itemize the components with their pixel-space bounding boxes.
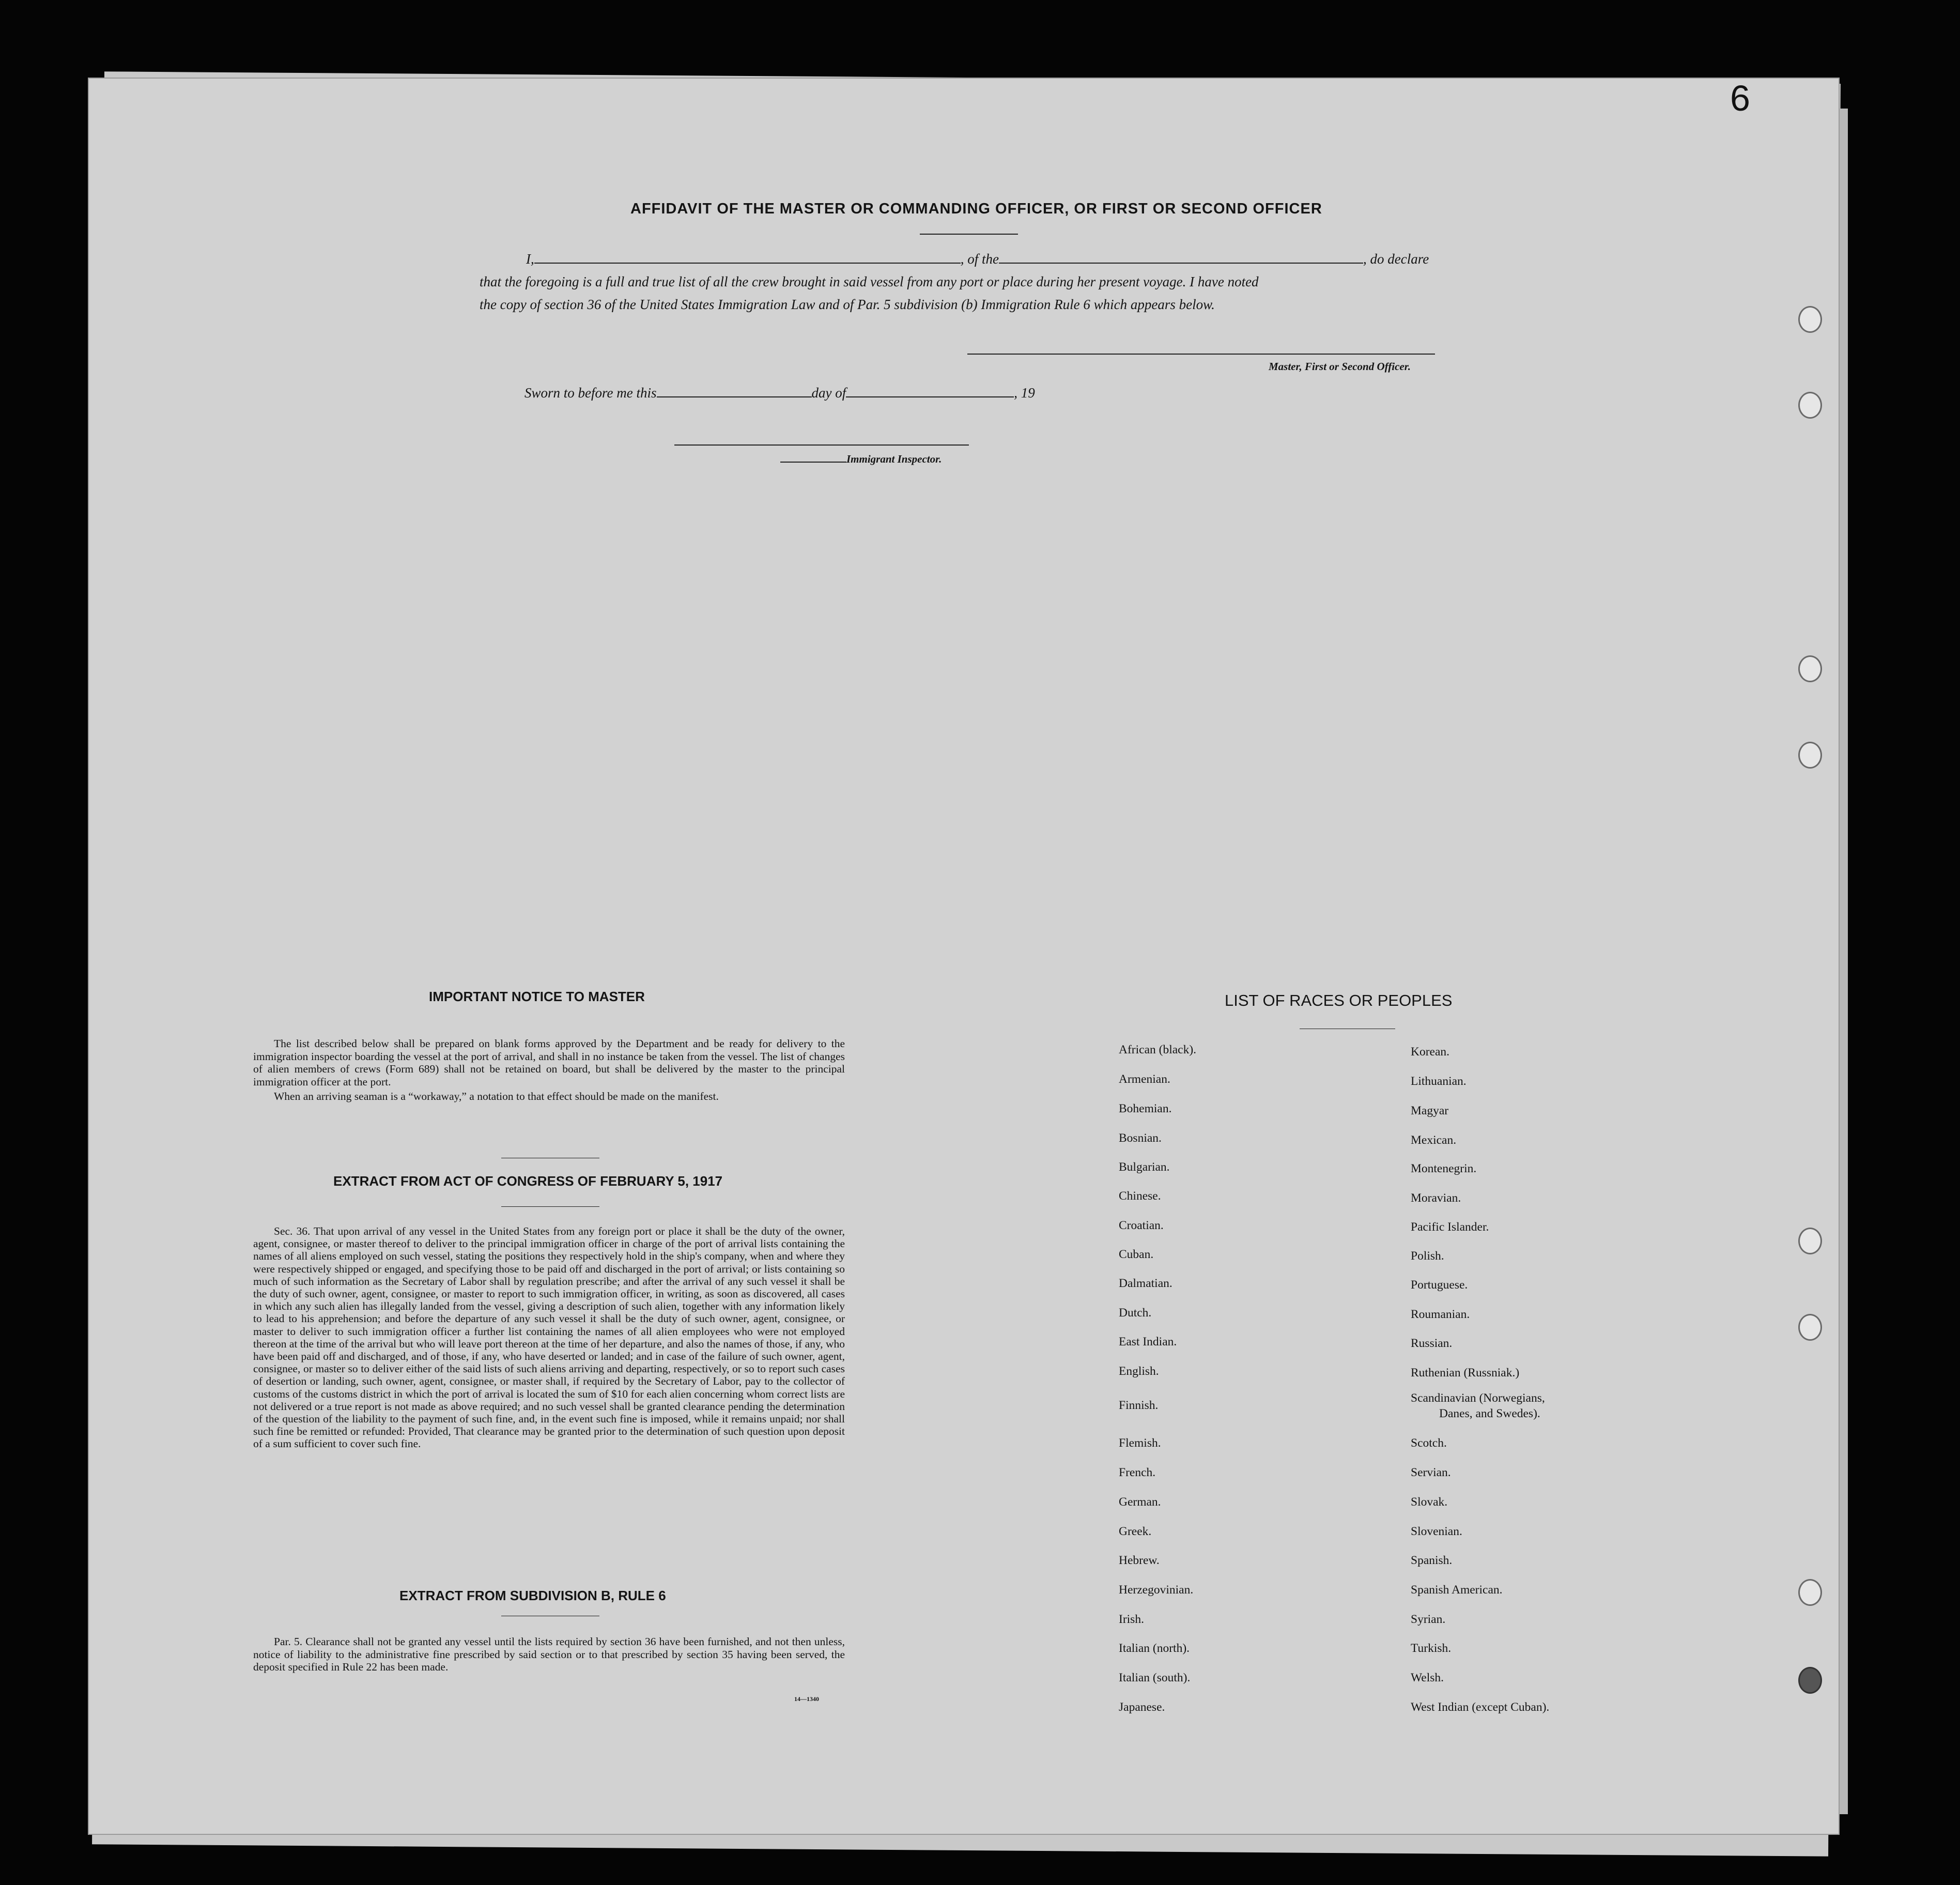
affidavit-line-2: that the foregoing is a full and true list of all the crew brought in said vessel from any port or place during her present voyage. I have noted (480, 274, 1259, 289)
race-item: Bosnian. (1119, 1131, 1162, 1145)
race-item: Turkish. (1411, 1642, 1452, 1655)
race-item: Dutch. (1119, 1306, 1152, 1320)
race-item: Japanese. (1119, 1700, 1165, 1714)
month-blank (846, 395, 1014, 397)
rule-heading: EXTRACT FROM SUBDIVISION B, RULE 6 (399, 1588, 666, 1603)
race-item: Lithuanian. (1411, 1075, 1467, 1088)
race-item: Portuguese. (1411, 1278, 1468, 1292)
binder-hole (1798, 306, 1822, 333)
page-number: 6 (1730, 78, 1750, 118)
race-item: Spanish American. (1411, 1583, 1503, 1597)
year-label: , 19 (1014, 385, 1035, 401)
binder-hole (1798, 655, 1822, 682)
race-item: Bohemian. (1119, 1102, 1172, 1115)
race-item: Irish. (1119, 1613, 1144, 1626)
affidavit-i-label: I, (526, 251, 534, 267)
race-item: Scandinavian (Norwegians, (1411, 1391, 1545, 1405)
binder-hole (1798, 1667, 1822, 1694)
race-item: Roumanian. (1411, 1308, 1470, 1321)
race-item: Servian. (1411, 1466, 1451, 1479)
race-item: Italian (north). (1119, 1642, 1190, 1655)
race-item: Slovenian. (1411, 1525, 1462, 1538)
race-item: German. (1119, 1495, 1161, 1509)
binder-hole (1798, 1579, 1822, 1606)
sworn-line (524, 385, 1035, 401)
race-item: Danes, and Swedes). (1439, 1407, 1540, 1420)
race-item: Cuban. (1119, 1248, 1154, 1261)
race-item: French. (1119, 1466, 1156, 1479)
page-edge (1840, 109, 1848, 1814)
race-item: East Indian. (1119, 1335, 1177, 1348)
divider (501, 1206, 599, 1207)
race-item: Magyar (1411, 1104, 1449, 1117)
race-item: West Indian (except Cuban). (1411, 1700, 1550, 1714)
divider (920, 234, 1018, 235)
form-code: 14—1340 (794, 1695, 819, 1703)
act-text (253, 1225, 845, 1450)
notice-text (253, 1037, 845, 1103)
signature-line (967, 354, 1435, 355)
day-of-label: day of (811, 385, 846, 401)
day-blank (657, 395, 812, 397)
document-page (88, 78, 1840, 1835)
affidavit-title: AFFIDAVIT OF THE MASTER OR COMMANDING OFFICER, OR FIRST OR SECOND OFFICER (630, 201, 1322, 217)
name-blank (534, 262, 961, 264)
race-item: Italian (south). (1119, 1671, 1191, 1684)
act-heading: EXTRACT FROM ACT OF CONGRESS OF FEBRUARY 5, 1917 (333, 1173, 723, 1189)
races-heading: LIST OF RACES OR PEOPLES (1225, 991, 1453, 1009)
binder-hole (1798, 1314, 1822, 1341)
inspector-blank (780, 461, 846, 463)
signature-label: Master, First or Second Officer. (1269, 360, 1411, 373)
race-item: Dalmatian. (1119, 1277, 1172, 1290)
rule-text (253, 1635, 845, 1674)
race-item: Pacific Islander. (1411, 1220, 1489, 1234)
race-item: Russian. (1411, 1337, 1453, 1350)
vessel-label: , of the (960, 251, 999, 267)
race-item: Montenegrin. (1411, 1162, 1477, 1175)
notice-paragraph: The list described below shall be prepared on blank forms approved by the Department and be ready for delivery to the immigration inspector boarding the vessel at the port of arrival, and shall in no instance be taken from the vessel. The list of changes of alien members of crews (Form 689) shall not be retained on board, but shall be delivered by the master to the principal immigration officer at the port. (253, 1037, 845, 1088)
race-item: Armenian. (1119, 1072, 1170, 1086)
race-item: Moravian. (1411, 1191, 1461, 1205)
race-item: Syrian. (1411, 1613, 1446, 1626)
binder-hole (1798, 392, 1822, 419)
sworn-label: Sworn to before me this (524, 385, 657, 401)
inspector-label (780, 453, 942, 466)
inspector-signature-line (674, 445, 969, 446)
notice-paragraph: When an arriving seaman is a “workaway,” a notation to that effect should be made on the manifest. (274, 1090, 719, 1102)
race-item: Bulgarian. (1119, 1160, 1170, 1174)
race-item: Welsh. (1411, 1671, 1444, 1684)
notice-heading: IMPORTANT NOTICE TO MASTER (429, 989, 645, 1004)
race-item: Hebrew. (1119, 1554, 1160, 1567)
vessel-blank (999, 262, 1363, 264)
race-item: Flemish. (1119, 1436, 1161, 1450)
race-item: Scotch. (1411, 1436, 1447, 1450)
affidavit-line-1 (526, 251, 1429, 267)
affidavit-line-3: the copy of section 36 of the United States Immigration Law and of Par. 5 subdivision (b) Immigration Rule 6 which appears below. (480, 297, 1215, 312)
race-item: Herzegovinian. (1119, 1583, 1194, 1597)
race-item: Mexican. (1411, 1133, 1457, 1147)
race-item: English. (1119, 1365, 1159, 1378)
rule-paragraph: Par. 5. Clearance shall not be granted any vessel until the lists required by section 36 have been furnished, and not then unless, notice of liability to the administrative fine prescribed by said section or to that prescribed by section 35 having been served, the deposit specified in Rule 22 has been made. (253, 1635, 845, 1673)
act-paragraph: Sec. 36. That upon arrival of any vessel in the United States from any foreign port or place it shall be the duty of the owner, agent, consignee, or master thereof to deliver to the principal immigration officer in charge of the port of arrival lists containing the names of all aliens employed on such vessel, stating the positions they respectively hold in the ship's company, when and where they were respectively shipped or engaged, and specifying those to be paid off and discharged in the port of arrival; or lists containing so much of such information as the Secretary of Labor shall by regulation prescribe; and after the arrival of any such vessel it shall be the duty of such owner, agent, consignee, or master to report to such immigration officer, in writing, as soon as discovered, all cases in which any such alien has illegally landed from the vessel, giving a description of such alien, together with any information likely to lead to his apprehension; and before the departure of any such vessel it shall be the duty of such owner, agent, consignee, or master to deliver to such immigration officer a further list containing the names of all alien employees who were not employed thereon at the time of the arrival but who will leave port thereon at the time of her departure, and also the names of those, if any, who have been paid off and discharged, and of those, if any, who have deserted or landed; and in case of the failure of such owner, agent, consignee, or master so to deliver either of the said lists of such aliens arriving and departing, respectively, or so to report such cases of desertion or landing, such owner, agent, consignee, or master shall, if required by the Secretary of Labor, pay to the collector of customs of the customs district in which the port of arrival is located the sum of $10 for each alien concerning whom correct lists are not delivered or a true report is not made as above required; and no such vessel shall be granted clearance pending the determination of the question of the liability to the payment of such fine, and, in the event such fine is imposed, while it remains unpaid; nor shall such fine be remitted or refunded: Provided, That clearance may be granted prior to the determination of such question upon deposit of a sum sufficient to cover such fine. (253, 1225, 845, 1450)
declare-label: , do declare (1363, 251, 1429, 267)
binder-hole (1798, 742, 1822, 769)
binder-hole (1798, 1228, 1822, 1254)
race-item: African (black). (1119, 1043, 1197, 1056)
race-item: Chinese. (1119, 1189, 1161, 1203)
race-item: Korean. (1411, 1045, 1450, 1059)
race-item: Spanish. (1411, 1554, 1453, 1567)
race-item: Finnish. (1119, 1399, 1159, 1412)
race-item: Croatian. (1119, 1219, 1164, 1232)
inspector-label-text: Immigrant Inspector. (846, 453, 942, 465)
race-item: Slovak. (1411, 1495, 1448, 1509)
race-item: Greek. (1119, 1525, 1152, 1538)
race-item: Ruthenian (Russniak.) (1411, 1366, 1520, 1380)
race-item: Polish. (1411, 1249, 1444, 1263)
